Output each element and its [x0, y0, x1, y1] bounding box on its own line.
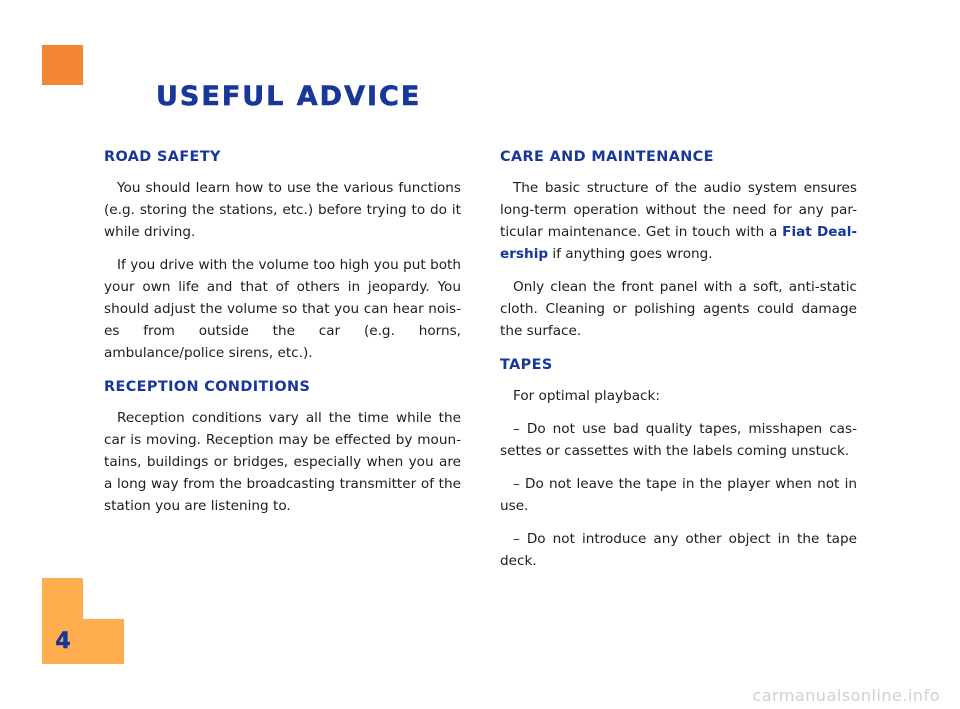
page-number: [42, 619, 124, 664]
corner-accent-square: [42, 45, 83, 85]
right-column: [500, 145, 857, 583]
fiat-dealership-emphasis: Fiat Deal-ership: [500, 224, 857, 262]
tapes-item-1: – Do not use bad quality tapes, misshapen cas-settes or cassettes with the labels coming unstuck.: [500, 421, 857, 459]
left-column: [104, 145, 461, 528]
care-text-before: The basic structure of the audio system ensures long-term operation without the need for any par-ticular maintenance. Get in touch with a: [500, 180, 857, 240]
road-safety-paragraph-1: You should learn how to use the various functions (e.g. storing the stations, etc.) before trying to do it while driving.: [104, 180, 461, 240]
care-maintenance-paragraph-2: Only clean the front panel with a soft, anti-static cloth. Cleaning or polishing agents could damage the surface.: [500, 279, 857, 339]
care-maintenance-heading: CARE AND MAINTENANCE: [500, 149, 714, 165]
reception-conditions-heading: RECEPTION CONDITIONS: [104, 379, 311, 395]
page-number-text: 4: [55, 629, 71, 654]
road-safety-paragraph-2: If you drive with the volume too high you put both your own life and that of others in jeopardy. You should adjust the volume so that you can hear nois-es from outside the car (e.g. horns, ambulance/police sirens, etc.).: [104, 257, 461, 361]
tapes-intro: For optimal playback:: [513, 388, 660, 404]
page-title: USEFUL ADVICE: [156, 81, 422, 112]
tapes-item-2: – Do not leave the tape in the player when not in use.: [500, 476, 857, 514]
care-text-after: if anything goes wrong.: [548, 246, 713, 262]
tapes-heading: TAPES: [500, 357, 553, 373]
road-safety-heading: ROAD SAFETY: [104, 149, 221, 165]
care-maintenance-paragraph-1: [500, 177, 857, 265]
reception-conditions-paragraph: Reception conditions vary all the time while the car is moving. Reception may be effected by moun-tains, buildings or bridges, especially when you are a long way from the broadcasting transmitter of the station you are listening to.: [104, 410, 461, 514]
tapes-item-3: – Do not introduce any other object in the tape deck.: [500, 531, 857, 569]
watermark: carmanualsonline.info: [752, 686, 940, 705]
